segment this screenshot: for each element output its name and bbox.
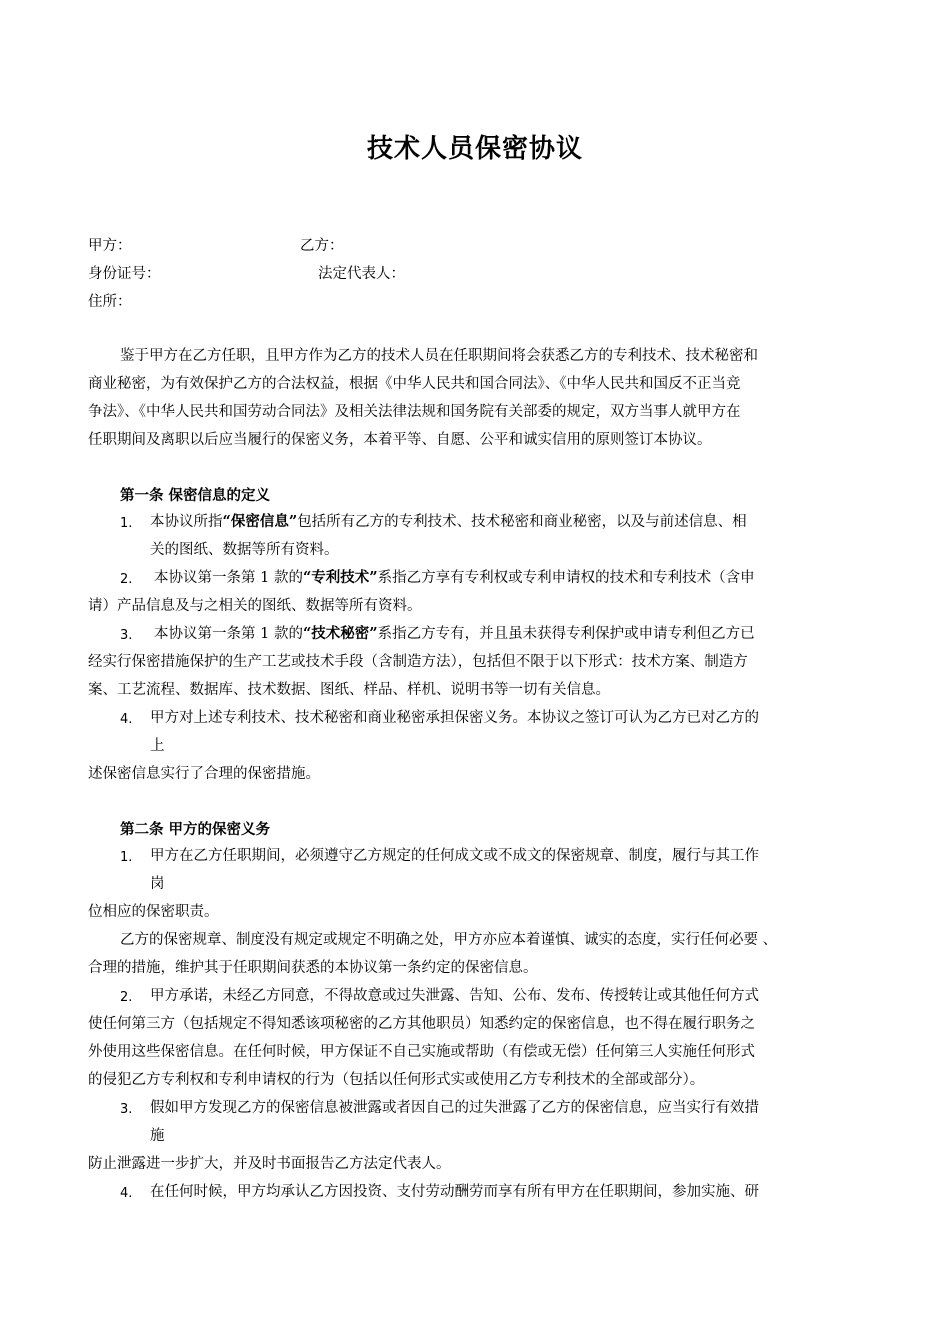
article-1-item-2-cont: 请）产品信息及与之相关的图纸、数据等所有资料。 — [88, 598, 422, 614]
article-1-item-4: 甲方对上述专利技术、技术秘密和商业秘密承担保密义务。本协议之签订可认为乙方已对乙方的 — [150, 710, 759, 726]
article-2-item-2-cont: 的侵犯乙方专利权和专利申请权的行为（包括以任何形式实或使用乙方专利技术的全部或部分）。 — [88, 1072, 705, 1088]
article-1-item-1-cont: 关的图纸、数据等所有资料。 — [150, 542, 339, 558]
address-label: 住所： — [88, 294, 132, 310]
article-1-item-4-wrap: 上 — [150, 738, 165, 754]
article-1-item-3: 本协议第一条第 1 款的“技术秘密”系指乙方专有，并且虽未获得专利保护或申请专利但乙方已 — [154, 625, 755, 642]
article-2-item-2: 甲方承诺，未经乙方同意，不得故意或过失泄露、告知、公布、发布、传授转让或其他任何方式 — [150, 988, 759, 1004]
article-1-heading: 第一条 保密信息的定义 — [120, 488, 271, 504]
article-1-item-1: 本协议所指“保密信息”包括所有乙方的专利技术、技术秘密和商业秘密，以及与前述信息、相 — [150, 513, 747, 530]
party-b-label: 乙方： — [300, 238, 344, 254]
list-number: 4. — [120, 1186, 133, 1201]
list-number: 3. — [120, 628, 133, 643]
article-2-item-1-para: 合理的措施，维护其于任职期间获悉的本协议第一条约定的保密信息。 — [88, 960, 538, 976]
article-1-item-2: 本协议第一条第 1 款的“专利技术”系指乙方享有专利权或专利申请权的技术和专利技术（含申 — [154, 569, 755, 586]
preamble-line: 任职期间及离职以后应当履行的保密义务，本着平等、自愿、公平和诚实信用的原则签订本协议。 — [88, 432, 712, 448]
article-2-item-1-para: 乙方的保密规章、制度没有规定或规定不明确之处，甲方亦应本着谨慎、诚实的态度，实行任何必要 、 — [120, 932, 778, 948]
article-1-item-3-cont: 案、工艺流程、数据库、技术数据、图纸、样品、样机、说明书等一切有关信息。 — [88, 682, 610, 698]
list-number: 1. — [120, 850, 133, 865]
article-2-item-2-cont: 使任何第三方（包括规定不得知悉该项秘密的乙方其他职员）知悉约定的保密信息，也不得在履行职务之 — [88, 1016, 755, 1032]
preamble-line: 商业秘密，为有效保护乙方的合法权益，根据《中华人民共和国合同法》、《中华人民共和国反不正当竞 — [88, 376, 741, 392]
article-2-item-1-wrap: 岗 — [150, 876, 165, 892]
list-number: 3. — [120, 1102, 133, 1117]
article-1-item-3-cont: 经实行保密措施保护的生产工艺或技术手段（含制造方法），包括但不限于以下形式：技术方案、制造方 — [88, 654, 748, 670]
article-2-item-3-wrap: 施 — [150, 1128, 165, 1144]
legal-representative-label: 法定代表人： — [318, 266, 405, 282]
list-number: 2. — [120, 990, 133, 1005]
id-number-label: 身份证号： — [88, 266, 161, 282]
article-2-item-4: 在任何时候，甲方均承认乙方因投资、支付劳动酬劳而享有所有甲方在任职期间，参加实施、研 — [150, 1184, 759, 1200]
article-2-item-1-cont: 位相应的保密职责。 — [88, 904, 219, 920]
article-1-item-4-cont: 述保密信息实行了合理的保密措施。 — [88, 766, 320, 782]
document-title: 技术人员保密协议 — [366, 134, 583, 164]
party-a-label: 甲方： — [88, 238, 132, 254]
article-2-heading: 第二条 甲方的保密义务 — [120, 822, 271, 838]
list-number: 2. — [120, 572, 133, 587]
article-2-item-1: 甲方在乙方任职期间，必须遵守乙方规定的任何成文或不成文的保密规章、制度，履行与其工作 — [150, 848, 759, 864]
article-2-item-2-cont: 外使用这些保密信息。在任何时候，甲方保证不自己实施或帮助（有偿或无偿）任何第三人实施任何形式 — [88, 1044, 755, 1060]
preamble-line: 鉴于甲方在乙方任职，且甲方作为乙方的技术人员在任职期间将会获悉乙方的专利技术、技术秘密和 — [120, 348, 758, 364]
list-number: 4. — [120, 712, 133, 727]
preamble-line: 争法》、《中华人民共和国劳动合同法》及相关法律法规和国务院有关部委的规定，双方当事人就甲方在 — [88, 404, 741, 420]
list-number: 1. — [120, 516, 133, 531]
article-2-item-3: 假如甲方发现乙方的保密信息被泄露或者因自己的过失泄露了乙方的保密信息，应当实行有效措 — [150, 1100, 759, 1116]
article-2-item-3-cont: 防止泄露进一步扩大，并及时书面报告乙方法定代表人。 — [88, 1156, 451, 1172]
